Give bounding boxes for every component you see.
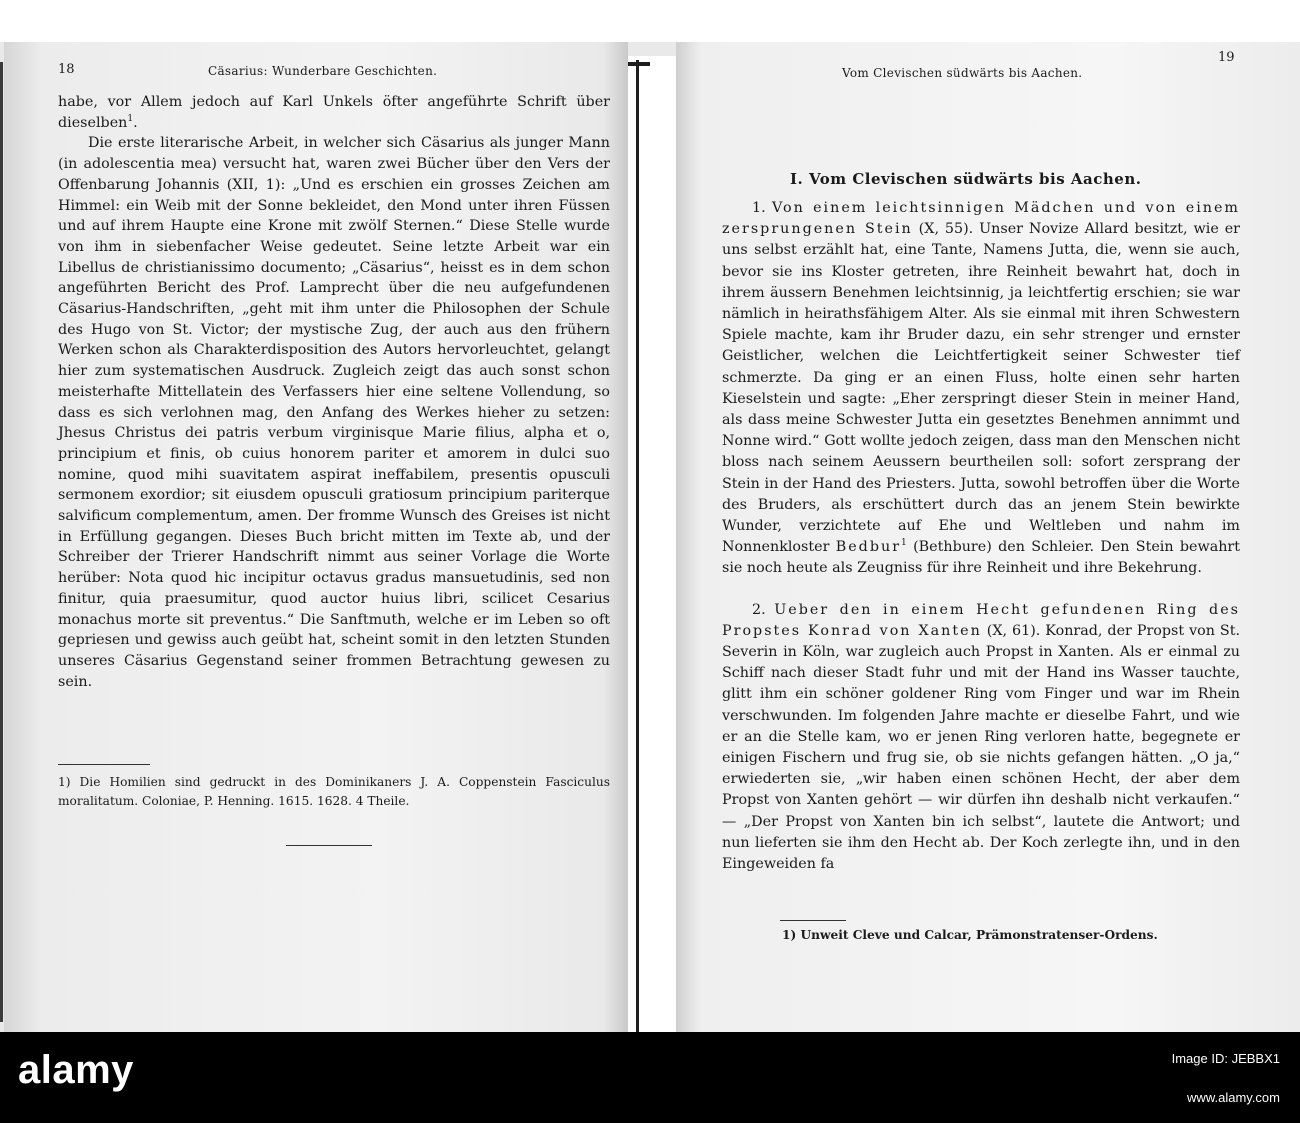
spine-line (636, 60, 639, 1032)
footnote-marker-right: 1 (901, 538, 907, 549)
image-id-label: Image ID: JEBBX1 (1171, 1051, 1280, 1066)
story-1 (722, 198, 1240, 580)
story-1-text: (X, 55). Unser Novize Allard besitzt, wie er uns selbst erzählt hat, eine Tante, Namens Jutta, die, wenn sie auch, bevor sie ins Kloster getreten, ihre Reinheit bewahrt hat, doch in ihrem äussern Benehmen leichtsinnig, ja leichtfertig erschien; sie war nämlich in heirathsfähigem Alter. Als sie einmal mit ihren Schwestern Spiele machte, kam ihr Bruder dazu, ein sehr strenger und ernster Geistlicher, welchen die Leichtfertigkeit seiner Schwester tief schmerzte. Da ging er an einen Fluss, holte einen sehr harten Kieselstein und sagte: „Eher zerspringt dieser Stein in meiner Hand, als dass meine Schwester Jutta ein gesetztes Benehmen annimmt und Nonne wird.“ Gott wollte jedoch zeigen, dass man den Menschen nicht bloss nach seinem Aeussern beurtheilen soll: sofort zersprang der Stein in der Hand des Priesters. Jutta, sowohl betroffen über die Worte des Bruders, als erschüttert durch das an jenem Stein bewirkte Wunder, verzichtete auf Ehe und Weltleben und nahm im Nonnenkloster (722, 221, 1240, 556)
story-2-text: (X, 61). Konrad, der Propst von St. Severin in Köln, war zugleich auch Propst in Xanten. Als er einmal zu Schiff nach dieser Stadt fuhr und mit der Hand ins Wasser tauchte, glitt ihm ein schöner goldener Ring vom Finger und war im Rhein verschwunden. Im folgenden Jahre machte er dieselbe Fahrt, und wie er an die Stelle kam, wo er jenen Ring verloren hatte, begegnete er einigen Fischern und frug sie, ob sie nichts gefangen hätten. „O ja,“ erwiederten sie, „wir haben einen schönen Hecht, der aber dem Propst von Xanten gehört — wir dürfen ihn deshalb nicht verkaufen.“ — „Der Propst von Xanten bin ich selbst“, lautete die Antwort; und nun lieferten sie ihm den Hecht ab. Der Koch zerlegte ihn, und in den Eingeweiden fa (722, 622, 1241, 873)
chapter-title: I. Vom Clevischen südwärts bis Aachen. (790, 170, 1142, 188)
footnote-left (58, 773, 610, 811)
footnote-right: 1) Unweit Cleve und Calcar, Prämonstratenser-Ordens. (782, 928, 1158, 942)
story-2 (722, 600, 1240, 876)
page-number-left: 18 (58, 62, 75, 77)
story-1-number: 1. (752, 200, 766, 216)
story-2-title: Ueber den in einem Hecht gefundenen Ring des Propstes Konrad von Xanten (722, 601, 1240, 639)
left-page-header (58, 62, 618, 84)
footnote-marker: 1 (127, 113, 134, 124)
place-name: Bedbur (835, 539, 902, 556)
story-2-number: 2. (752, 601, 766, 618)
spine-tick (628, 62, 650, 66)
top-margin (0, 0, 1300, 42)
right-page-body (722, 198, 1240, 875)
story-1-title: Von einem leichtsinnigen Mädchen und von einem zersprungenen Stein (722, 200, 1240, 238)
paragraph-main: Die erste literarische Arbeit, in welcher sich Cäsarius als junger Mann (in adolescentia mea) versucht hat, waren zwei Bücher über den Vers der Offenbarung Johannis (XII, 1): „Und es erschien ein grosses Zeichen am Himmel: ein Weib mit der Sonne bekleidet, den Mond unter ihren Füssen und auf ihrem Haupte eine Krone mit zwölf Sternen.“ Diese Stelle wurde von ihm in siebenfacher Weise gedeutet. Seine letzte Arbeit war ein Libellus de christianissimo documento; „Cäsarius“, heisst es in dem schon angeführten Bericht des Prof. Lamprecht über die neu aufgefundenen Cäsarius-Handschriften, „geht mit ihm unter die Philosophen der Schule des Hugo von St. Victor; der mystische Zug, der auch aus den frühern Werken schon als Charakterdisposition des Autors hervorleuchtet, gelangt hier zum systematischen Ausdruck. Zugleich zeigt das auch sonst schon meisterhafte Mittellatein des Verfassers hier eine seltene Vollendung, so dass es sich verlohnen mag, den Anfang des Werkes hieher zu setzen: Jhesus Christus dei patris verbum virginisque Marie filius, alpha et o, principium et finis, ob cuius honorem pariter et amorem in dulci suo nomine, quod mihi suavitatem aspirat ineffabilem, presentis opusculi sermonem exordior; sit eiusdem opusculi gratiosum principium pariterque salvificum complementum, amen. Der fromme Wunsch des Greises ist nicht in Erfüllung gegangen. Dieses Buch bricht mitten im Texte ab, und der Schreiber der Trierer Handschrift nimmt aus seiner Vorlage die Worte herüber: Nota quod hic incipitur octavus gradus mansuetudinis, sed non finitur, quia praesumitur, quod auctor huius libri, scilicet Cesarius monachus morte sit preventus.“ Die Sanftmuth, welche er im Leben so oft gepriesen und gewiss auch geübt hat, scheint somit in den letzten Stunden unseres Cäsarius Gegenstand seiner frommen Betrachtung gewesen zu sein. (58, 135, 610, 690)
film-edge (0, 62, 3, 1022)
left-page-body (58, 92, 610, 692)
running-head-right: Vom Clevischen südwärts bis Aachen. (842, 66, 1083, 80)
alamy-logo: alamy (18, 1048, 134, 1092)
story-1-end: (Bethbure) den Schleier. Den Stein bewahrt sie noch heute als Zeugniss für ihre Reinheit und ihre Bekehrung. (722, 539, 1241, 577)
paragraph-continued: habe, vor Allem jedoch auf Karl Unkels öfter angeführte Schrift über dieselben$^1$. (58, 94, 610, 131)
running-head-left: Cäsarius: Wunderbare Geschichten. (208, 64, 438, 78)
page-number-right: 19 (1218, 50, 1235, 65)
footnote-left-text: 1) Die Homilien sind gedruckt in des Dominikaners J. A. Coppenstein Fasciculus moralitatum. Coloniae, P. Henning. 1615. 1628. 4 Theile. (58, 775, 610, 808)
right-page-header (742, 50, 1242, 78)
footnote-rule-right (780, 920, 846, 921)
watermark-band (0, 1032, 1300, 1123)
footnote-rule-left (58, 764, 150, 765)
closing-rule (286, 845, 372, 846)
paragraph-continued-text: habe, vor Allem jedoch auf Karl Unkels öfter angeführte Schrift über dieselben (58, 94, 610, 131)
site-url: www.alamy.com (1187, 1090, 1280, 1105)
